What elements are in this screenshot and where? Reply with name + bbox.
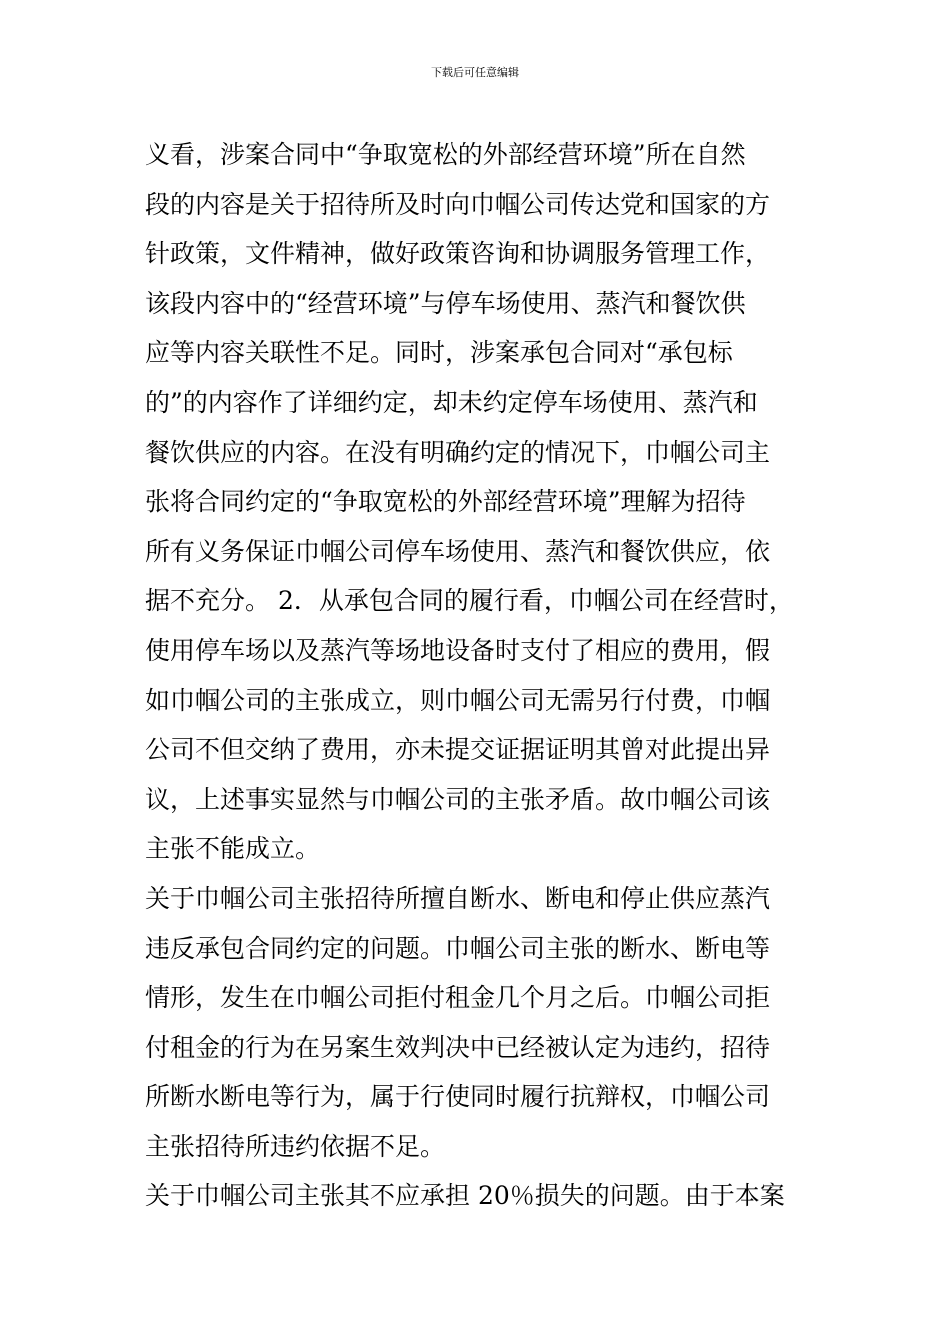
text-line: 张将合同约定的“争取宽松的外部经营环境”理解为招待 (145, 487, 746, 517)
text-line: 义看，涉案合同中“争取宽松的外部经营环境”所在自然 (145, 140, 746, 169)
text-line: 的”的内容作了详细约定，却未约定停车场使用、蒸汽和 (145, 387, 758, 417)
text-line: 情形，发生在巾帼公司拒付租金几个月之后。巾帼公司拒 (145, 983, 771, 1013)
text-line: 所断水断电等行为，属于行使同时履行抗辩权，巾帼公司 (145, 1082, 771, 1112)
text-line: 餐饮供应的内容。在没有明确约定的情况下，巾帼公司主 (145, 437, 771, 467)
text-line: 应等内容关联性不足。同时，涉案承包合同对“承包标 (145, 338, 733, 368)
text-line: 主张不能成立。 (145, 834, 321, 864)
text-line: 关于巾帼公司主张其不应承担 20％损失的问题。由于本案 (145, 1181, 785, 1211)
text-line: 据不充分。 2．从承包合同的履行看，巾帼公司在经营时， (145, 586, 794, 616)
document-body (145, 130, 794, 1221)
text-line: 关于巾帼公司主张招待所擅自断水、断电和停止供应蒸汽 (145, 883, 771, 913)
page-header: 下载后可任意编辑 (431, 66, 519, 79)
text-line: 付租金的行为在另案生效判决中已经被认定为违约，招待 (145, 1032, 771, 1062)
text-line: 如巾帼公司的主张成立，则巾帼公司无需另行付费，巾帼 (145, 685, 771, 715)
text-line: 该段内容中的“经营环境”与停车场使用、蒸汽和餐饮供 (145, 288, 746, 318)
text-line: 使用停车场以及蒸汽等场地设备时支付了相应的费用，假 (145, 635, 771, 665)
text-line: 所有义务保证巾帼公司停车场使用、蒸汽和餐饮供应，依 (145, 536, 771, 566)
text-line: 议，上述事实显然与巾帼公司的主张矛盾。故巾帼公司该 (145, 784, 771, 814)
text-line: 违反承包合同约定的问题。巾帼公司主张的断水、断电等 (145, 933, 771, 963)
text-line: 公司不但交纳了费用，亦未提交证据证明其曾对此提出异 (145, 735, 771, 765)
text-line: 针政策，文件精神，做好政策咨询和协调服务管理工作， (145, 239, 771, 269)
text-line: 主张招待所违约依据不足。 (145, 1131, 446, 1161)
text-line: 段的内容是关于招待所及时向巾帼公司传达党和国家的方 (145, 189, 771, 219)
